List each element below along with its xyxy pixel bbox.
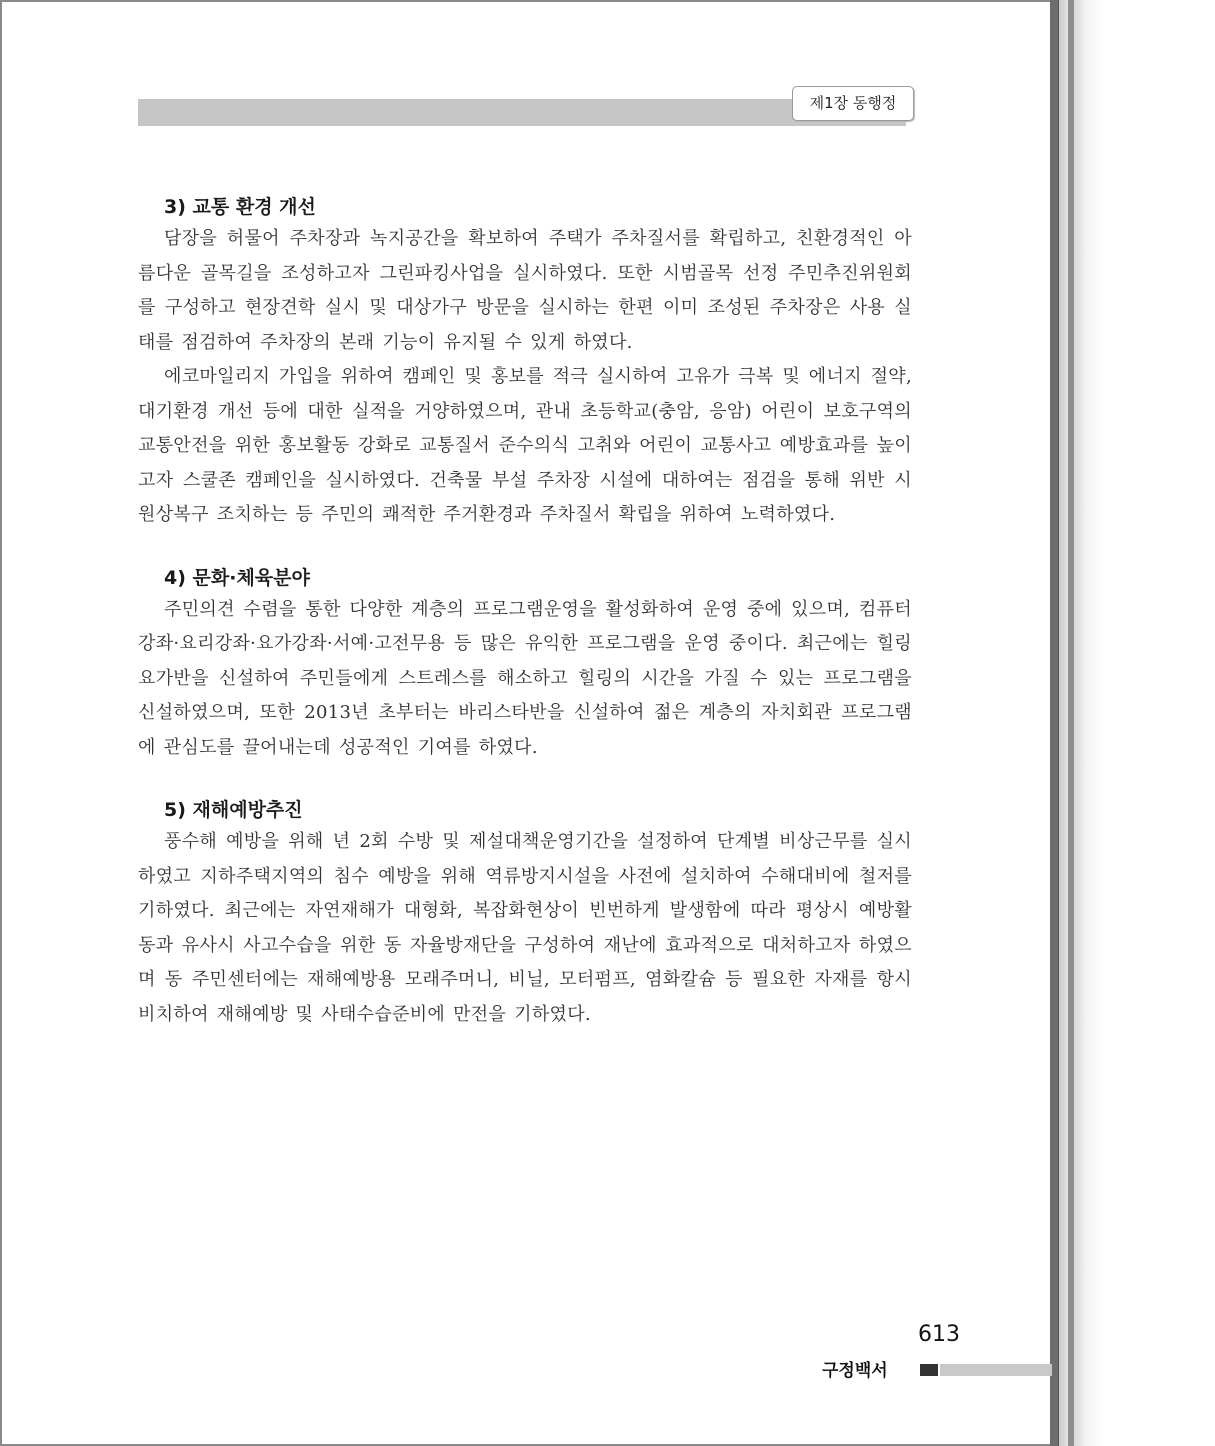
section-culture-sports (138, 563, 912, 766)
page-shadow (1074, 0, 1215, 1446)
section-traffic (138, 192, 912, 533)
header-bar (138, 99, 906, 126)
paragraph: 담장을 허물어 주차장과 녹지공간을 확보하여 주택가 주차질서를 확립하고, 친환경적인 아름다운 골목길을 조성하고자 그린파킹사업을 실시하였다. 또한 시범골목 선정 주민추진위원회를 구성하고 현장견학 실시 및 대상가구 방문을 실시하는 한편 이미 조성된 주차장은 사용 실태를 점검하여 주차장의 본래 기능이 유지될 수 있게 하였다. (138, 228, 912, 353)
book-title: 구정백서 (822, 1361, 888, 1381)
page-number: 613 (918, 1322, 960, 1347)
section-disaster-prevention (138, 795, 912, 1032)
paragraph: 주민의견 수렴을 통한 다양한 계층의 프로그램운영을 활성화하여 운영 중에 있으며, 컴퓨터강좌·요리강좌·요가강좌·서예·고전무용 등 많은 유익한 프로그램을 운영 중이다. 최근에는 힐링요가반을 신설하여 주민들에게 스트레스를 해소하고 힐링의 시간을 가질 수 있는 프로그램을 신설하였으며, 또한 2013년 초부터는 바리스타반을 신설하여 젊은 계층의 자치회관 프로그램에 관심도를 끌어내는데 성공적인 기여를 하였다. (138, 598, 912, 758)
section-title: 4) 문화·체육분야 (164, 566, 310, 589)
chapter-label: 제1장 동행정 (792, 86, 914, 121)
footer-bar (940, 1364, 1052, 1376)
section-title: 3) 교통 환경 개선 (164, 196, 316, 218)
footer-bar-marker (920, 1364, 938, 1376)
page-content (138, 192, 912, 1032)
page-edge (1050, 0, 1058, 1446)
paragraph: 에코마일리지 가입을 위하여 캠페인 및 홍보를 적극 실시하여 고유가 극복 및 에너지 절약, 대기환경 개선 등에 대한 실적을 거양하였으며, 관내 초등학교(충암, 응암) 어린이 보호구역의 교통안전을 위한 홍보활동 강화로 교통질서 준수의식 고취와 어린이 교통사고 예방효과를 높이고자 스쿨존 캠페인을 실시하였다. 건축물 부설 주차장 시설에 대하여는 점검을 통해 위반 시 원상복구 조치하는 등 주민의 쾌적한 주거환경과 주차질서 확립을 위하여 노력하였다. (138, 366, 912, 525)
section-title: 5) 재해예방추진 (164, 799, 303, 821)
paragraph: 풍수해 예방을 위해 년 2회 수방 및 제설대책운영기간을 설정하여 단계별 비상근무를 실시하였고 지하주택지역의 침수 예방을 위해 역류방지시설을 사전에 설치하여 수해대비에 철저를 기하였다. 최근에는 자연재해가 대형화, 복잡화현상이 빈번하게 발생함에 따라 평상시 예방활동과 유사시 사고수습을 위한 동 자율방재단을 구성하여 재난에 효과적으로 대처하고자 하였으며 동 주민센터에는 재해예방용 모래주머니, 비닐, 모터펌프, 염화칼슘 등 필요한 자재를 항시 비치하여 재해예방 및 사태수습준비에 만전을 기하였다. (138, 831, 912, 1025)
